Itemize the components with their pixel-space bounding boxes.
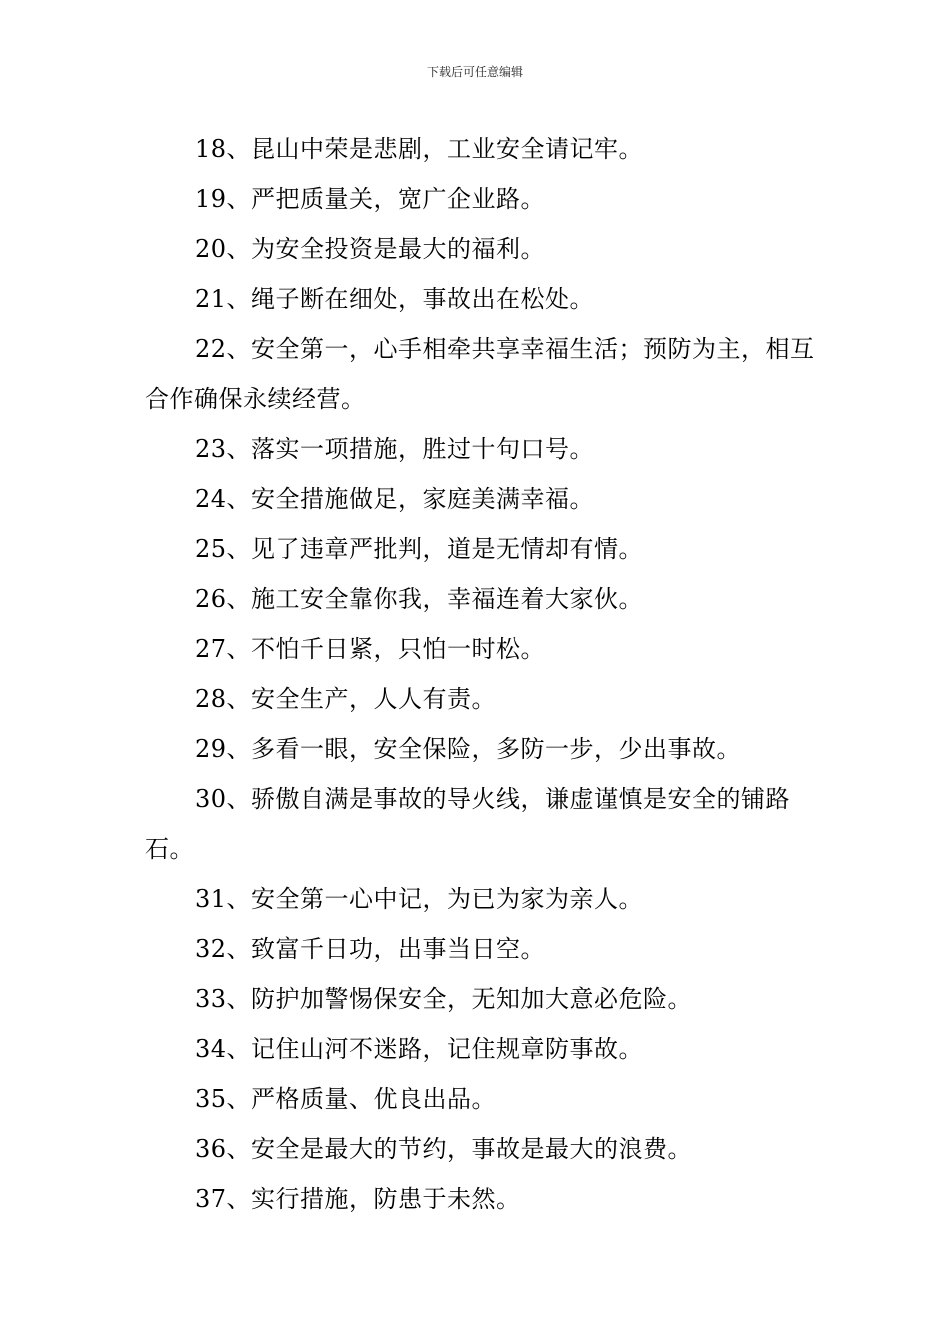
slogan-item-37: 37、实行措施，防患于未然。 <box>195 1185 521 1213</box>
slogan-item-27: 27、不怕千日紧，只怕一时松。 <box>195 635 546 663</box>
slogan-item-20: 20、为安全投资是最大的福利。 <box>195 235 546 263</box>
slogan-item-26: 26、施工安全靠你我，幸福连着大家伙。 <box>195 585 644 613</box>
slogan-item-23: 23、落实一项措施，胜过十句口号。 <box>195 435 595 463</box>
slogan-item-25: 25、见了违章严批判，道是无情却有情。 <box>195 535 644 563</box>
slogan-item-33: 33、防护加警惕保安全，无知加大意必危险。 <box>195 985 693 1013</box>
document-body <box>145 124 815 1224</box>
slogan-item-30: 30、骄傲自满是事故的导火线，谦虚谨慎是安全的铺路石。 <box>145 785 791 863</box>
slogan-item-34: 34、记住山河不迷路，记住规章防事故。 <box>195 1035 644 1063</box>
slogan-item-22: 22、安全第一，心手相牵共享幸福生活；预防为主，相互合作确保永续经营。 <box>145 335 815 413</box>
slogan-item-28: 28、安全生产，人人有责。 <box>195 685 497 713</box>
slogan-item-19: 19、严把质量关，宽广企业路。 <box>195 185 546 213</box>
page-header: 下载后可任意编辑 <box>426 65 523 79</box>
slogan-item-31: 31、安全第一心中记，为已为家为亲人。 <box>195 885 644 913</box>
slogan-item-21: 21、绳子断在细处，事故出在松处。 <box>195 285 595 313</box>
slogan-item-29: 29、多看一眼，安全保险，多防一步，少出事故。 <box>195 735 742 763</box>
slogan-item-24: 24、安全措施做足，家庭美满幸福。 <box>195 485 595 513</box>
slogan-item-36: 36、安全是最大的节约，事故是最大的浪费。 <box>195 1135 693 1163</box>
slogan-item-32: 32、致富千日功，出事当日空。 <box>195 935 546 963</box>
slogan-item-18: 18、昆山中荣是悲剧，工业安全请记牢。 <box>195 135 644 163</box>
slogan-item-35: 35、严格质量、优良出品。 <box>195 1085 497 1113</box>
